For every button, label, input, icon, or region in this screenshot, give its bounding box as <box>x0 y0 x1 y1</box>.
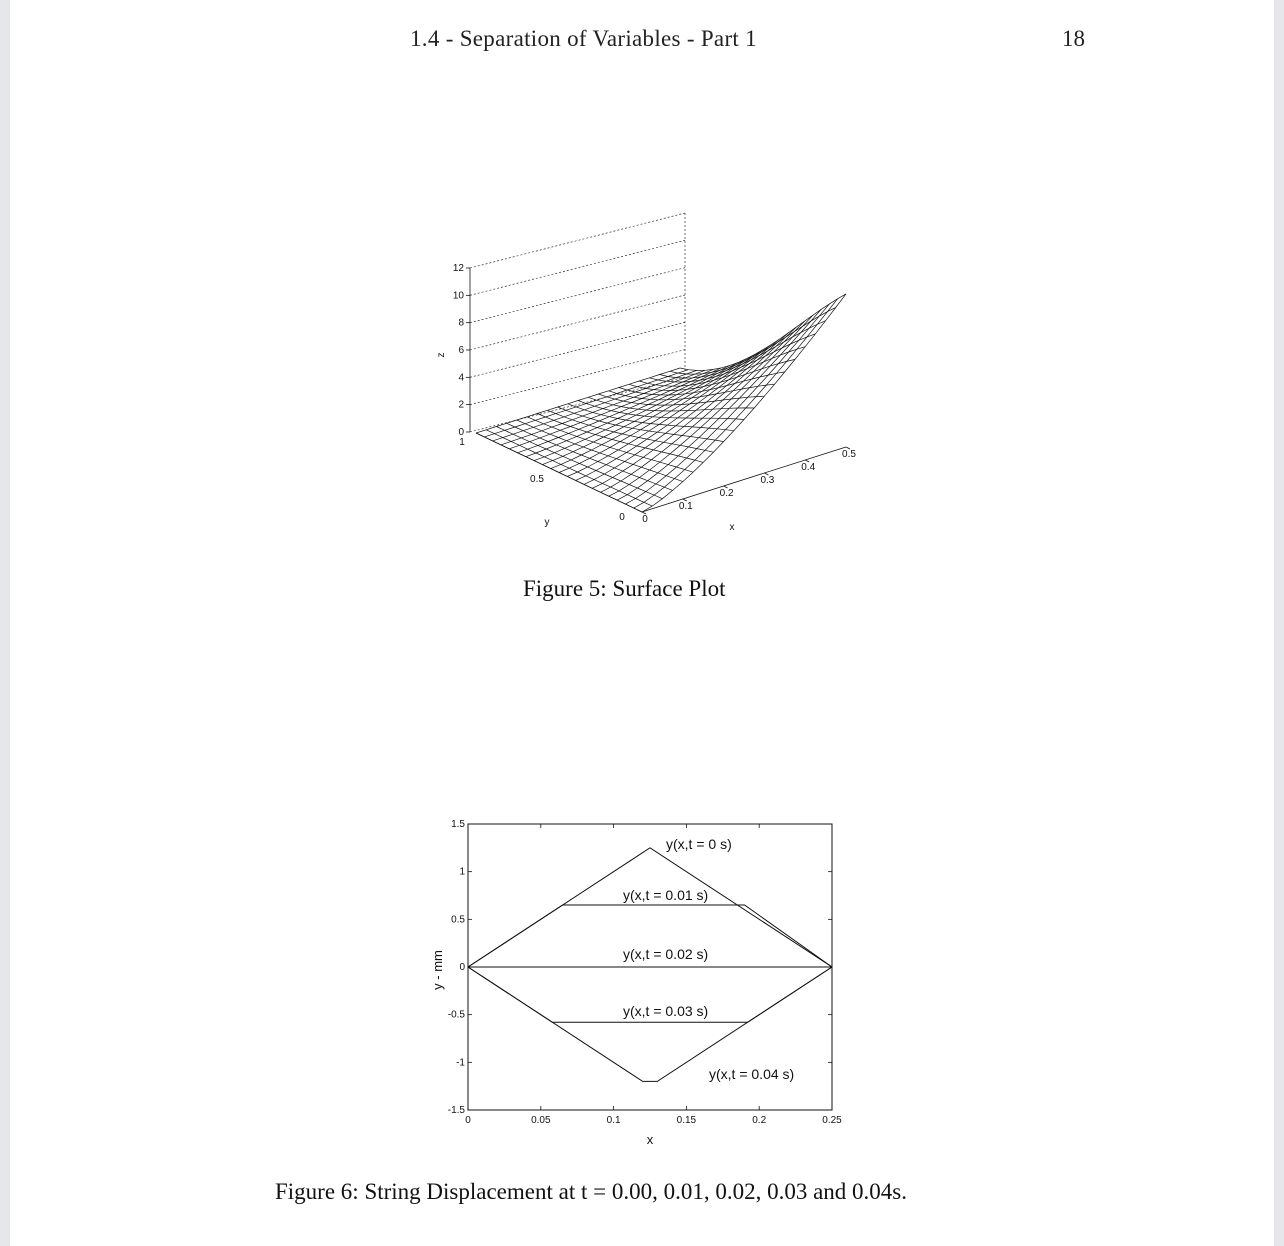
x-tick-label: 0.1 <box>678 501 693 512</box>
y-tick-label: -0.5 <box>447 1009 465 1021</box>
x-tick-label: 0.2 <box>719 488 734 499</box>
surface-mesh-line-x <box>649 334 815 382</box>
y-tick-label: 0.5 <box>530 474 544 485</box>
y-tick-label: 1.5 <box>451 819 465 830</box>
surface-plot <box>410 200 890 545</box>
z-axis-label: z <box>436 352 447 358</box>
series-annotation: y(x,t = 0 s) <box>666 836 732 852</box>
x-tick-label: 0.25 <box>822 1115 842 1126</box>
z-tick-label: 6 <box>458 345 464 356</box>
surface-mesh-line-x <box>639 347 805 387</box>
surface-mesh-line-x <box>547 410 713 452</box>
z-tick-label: 2 <box>458 399 464 411</box>
document-page <box>10 0 1274 1246</box>
z-gridline <box>470 295 685 350</box>
z-gridline <box>470 240 685 295</box>
figure-5-caption: Figure 5: Surface Plot <box>523 576 726 601</box>
x-axis-label: x <box>646 1132 654 1147</box>
z-tick-label: 4 <box>458 372 464 384</box>
x-tick-label: 0.4 <box>801 462 816 473</box>
series-annotation: y(x,t = 0.03 s) <box>623 1003 709 1019</box>
x-tick-label: 0.2 <box>752 1115 767 1126</box>
x-tick-label: 0.3 <box>760 475 775 486</box>
series-annotation: y(x,t = 0.02 s) <box>623 946 709 962</box>
x-tick-label: 0.1 <box>606 1115 621 1126</box>
z-gridline <box>470 322 685 377</box>
x-tick-label: 0.15 <box>676 1115 697 1126</box>
series-annotation: y(x,t = 0.04 s) <box>709 1066 795 1082</box>
running-head-title: 1.4 - Separation of Variables - Part 1 <box>410 26 757 51</box>
series-line <box>468 967 832 1081</box>
surface-mesh-line-y <box>592 327 796 488</box>
string-displacement-plot <box>415 812 865 1152</box>
y-tick-label: 0 <box>619 512 625 523</box>
z-gridline <box>470 268 685 323</box>
x-axis-label: x <box>729 522 735 533</box>
x-tick-label: 0 <box>465 1115 471 1126</box>
surface-mesh-line-y <box>601 321 805 492</box>
surface-mesh-line-y <box>584 333 788 484</box>
z-tick-label: 10 <box>452 290 464 302</box>
surface-mesh-line-x <box>660 321 826 378</box>
x-tick-label: 0 <box>642 514 648 525</box>
figure-6-caption: Figure 6: String Displacement at t = 0.00, 0.01, 0.02, 0.03 and 0.04s. <box>275 1179 907 1204</box>
y-tick-label: 1 <box>459 437 465 448</box>
z-gridline <box>470 213 685 268</box>
x-tick-label: 0.5 <box>842 449 856 460</box>
z-tick-label: 12 <box>452 263 464 274</box>
x-tick-label: 0.05 <box>531 1115 551 1126</box>
y-tick-label: -1 <box>456 1057 465 1069</box>
y-tick-label: -1.5 <box>447 1105 465 1116</box>
surface-mesh-line-y <box>609 315 816 496</box>
z-tick-label: 0 <box>458 427 464 438</box>
y-tick-label: 0 <box>459 962 465 973</box>
series-annotation: y(x,t = 0.01 s) <box>623 887 709 903</box>
z-gridline <box>470 350 685 405</box>
y-axis-label: y <box>544 517 550 528</box>
y-axis-label: y - mm <box>430 950 445 990</box>
surface-mesh-line-y <box>526 365 730 456</box>
x-axis-line <box>642 447 846 512</box>
z-tick-label: 8 <box>458 317 464 329</box>
y-tick-label: 0.5 <box>451 914 465 926</box>
y-tick-label: 1 <box>459 866 465 878</box>
surface-mesh-line-y <box>484 370 688 437</box>
surface-mesh-line-x <box>680 294 846 371</box>
page-number: 18 <box>1062 26 1085 51</box>
surface-mesh-line-x <box>537 414 703 463</box>
